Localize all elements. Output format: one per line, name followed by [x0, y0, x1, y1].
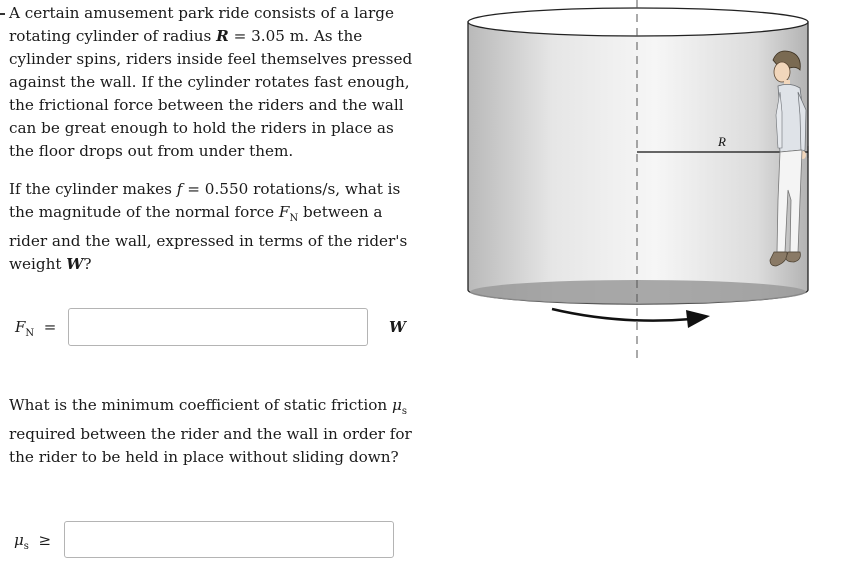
unit-weight: W	[389, 318, 406, 336]
q2-text-2: required between the rider and the wall in order for the rider to be held in place without sliding down?	[9, 425, 412, 467]
var-fn-sub: N	[289, 213, 299, 225]
rotation-arrow	[552, 309, 692, 321]
q2-text-1: What is the minimum coefficient of static friction	[9, 396, 393, 414]
mu-label-rel: ≥	[38, 531, 52, 549]
friction-coefficient-label	[14, 531, 51, 552]
var-mu: μ	[392, 396, 402, 414]
intro-text-1: A certain amusement park ride consists of a large rotating cylinder of radius	[9, 4, 394, 45]
question-normal-force	[9, 178, 419, 276]
normal-force-input[interactable]	[68, 308, 368, 346]
cylinder-top-rim	[468, 8, 808, 36]
cylinder-wall	[468, 22, 808, 304]
var-r: R	[216, 27, 229, 45]
fn-label-rel: =	[43, 318, 57, 336]
mu-label-sub: s	[23, 541, 29, 552]
var-f: f	[176, 180, 183, 198]
rotation-arrowhead	[686, 310, 710, 328]
var-mu-sub: s	[401, 406, 408, 418]
intro-text-2: = 3.05 m. As the cylinder spins, riders inside feel themselves pressed against the wall. If the cylinder rotates fast enough, the frictional force between the riders and the wall can be great enough to hold the riders in place as the floor drops out from under them.	[9, 27, 413, 160]
mu-label-var: μ	[14, 531, 24, 549]
radius-label: R	[718, 134, 726, 149]
q1-text-2: = 0.550 rotations/s, what is the magnitude of the normal force	[9, 180, 401, 221]
bullet-marker	[0, 13, 5, 15]
question-static-friction	[9, 394, 419, 469]
normal-force-label	[15, 318, 56, 339]
fn-label-sub: N	[25, 328, 35, 339]
q1-text-4: ?	[83, 255, 92, 274]
rotating-cylinder-diagram	[460, 0, 841, 370]
q1-text-1: If the cylinder makes	[9, 180, 177, 198]
var-fn: F	[278, 203, 290, 221]
fn-label-var: F	[15, 318, 26, 336]
cylinder-floor	[470, 280, 806, 304]
problem-intro	[9, 2, 419, 163]
var-w: W	[66, 255, 84, 274]
friction-coefficient-input[interactable]	[64, 521, 394, 558]
q1-text-3: between a rider and the wall, expressed in terms of the rider's weight	[9, 203, 408, 274]
